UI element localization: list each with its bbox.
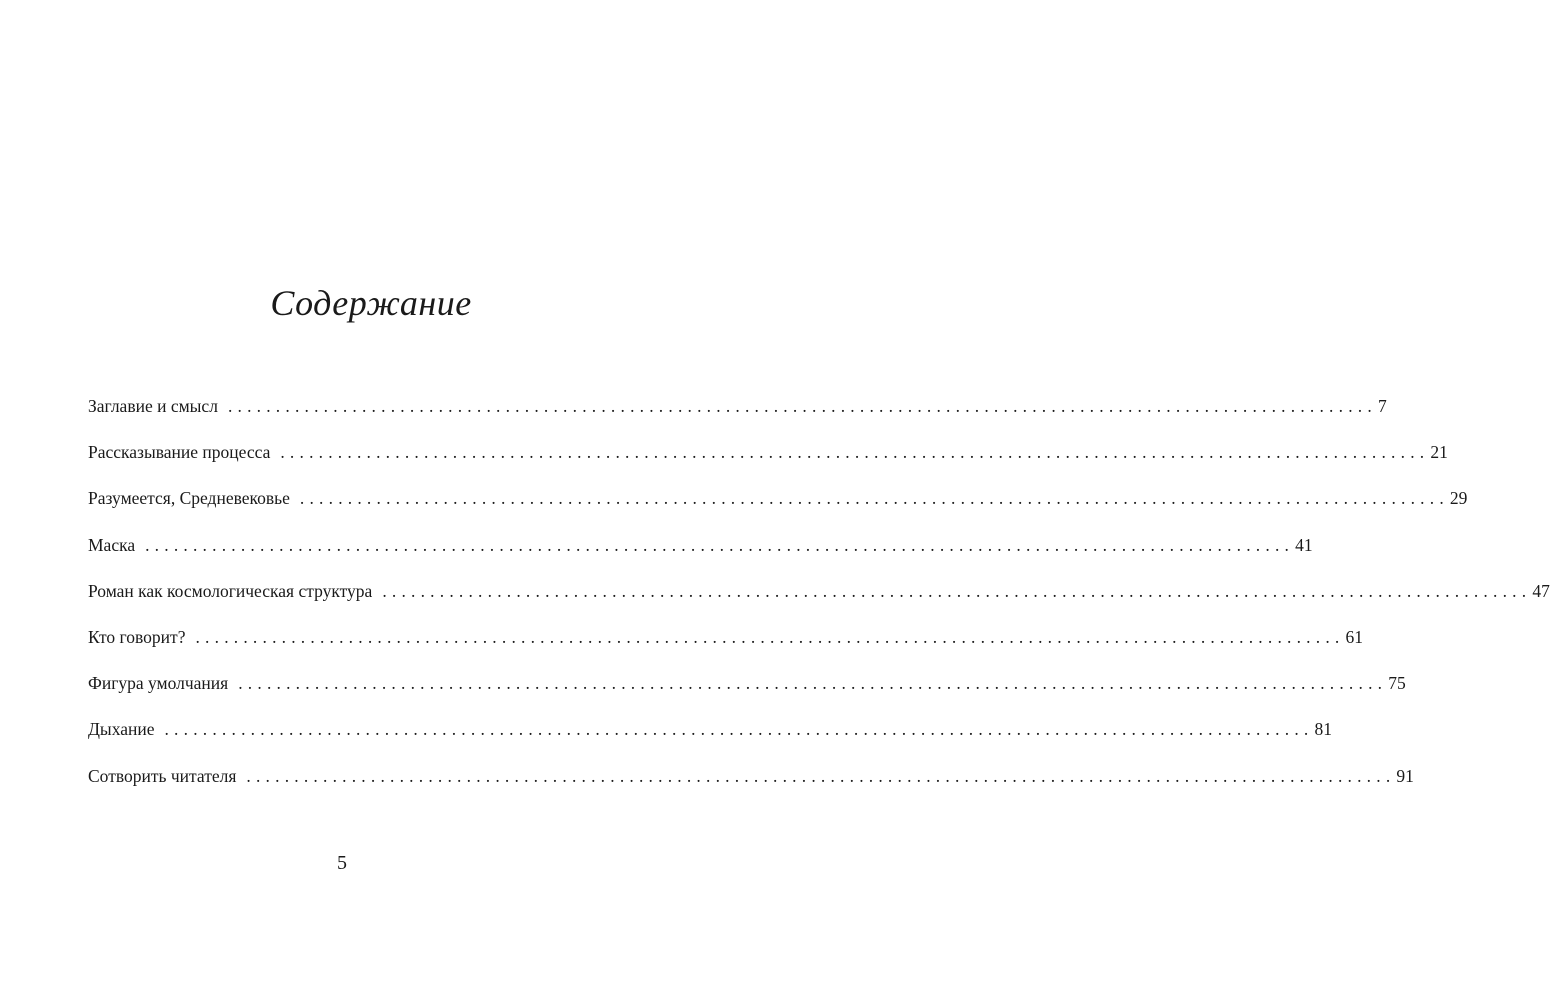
toc-entry <box>88 396 1387 442</box>
toc-entry-page: 75 <box>1388 673 1406 694</box>
toc-entry-title: Фигура умолчания <box>88 673 229 694</box>
toc-dot-leader: ........................................................................................................................ <box>280 442 1430 463</box>
toc-dot-leader: ........................................................................................................................ <box>246 765 1396 786</box>
toc-entry-page: 81 <box>1314 719 1332 740</box>
toc-entry <box>88 442 1448 488</box>
toc-dot-leader: ........................................................................................................................ <box>382 580 1532 601</box>
toc-entry <box>88 719 1332 765</box>
toc-entry-title: Рассказывание процесса <box>88 442 271 463</box>
toc-entry-page: 29 <box>1449 488 1468 509</box>
toc-dot-leader: ........................................................................................................................ <box>195 626 1345 647</box>
table-of-contents <box>88 396 1550 812</box>
toc-entry-page: 21 <box>1430 442 1448 463</box>
toc-dot-leader: ........................................................................................................................ <box>145 534 1295 555</box>
toc-dot-leader: ........................................................................................................................ <box>238 673 1388 694</box>
toc-entry-page: 91 <box>1396 765 1414 786</box>
toc-entry-title: Заглавие и смысл <box>88 396 218 416</box>
toc-entry <box>88 488 1468 534</box>
toc-entry-title: Маска <box>88 534 136 555</box>
toc-entry <box>88 534 1313 581</box>
toc-entry-title: Дыхание <box>88 719 155 740</box>
toc-entry <box>88 673 1406 719</box>
toc-dot-leader: ........................................................................................................................ <box>227 396 1377 416</box>
toc-dot-leader: ........................................................................................................................ <box>164 719 1314 740</box>
toc-entry-title: Разумеется, Средневековье <box>88 488 290 509</box>
toc-dot-leader: ........................................................................................................................ <box>299 488 1449 509</box>
toc-entry-page: 47 <box>1532 580 1550 601</box>
toc-entry-page: 7 <box>1377 396 1387 416</box>
toc-entry <box>88 626 1363 673</box>
toc-entry-title: Сотворить читателя <box>88 765 237 786</box>
toc-entry <box>88 765 1414 812</box>
toc-entry-page: 41 <box>1295 534 1313 555</box>
toc-entry <box>88 580 1550 627</box>
toc-entry-title: Кто говорит? <box>88 626 186 647</box>
toc-entry-title: Роман как космологическая структура <box>88 580 373 601</box>
page-title: Содержание <box>270 283 472 323</box>
page-number: 5 <box>337 852 347 874</box>
toc-entry-page: 61 <box>1345 626 1363 647</box>
